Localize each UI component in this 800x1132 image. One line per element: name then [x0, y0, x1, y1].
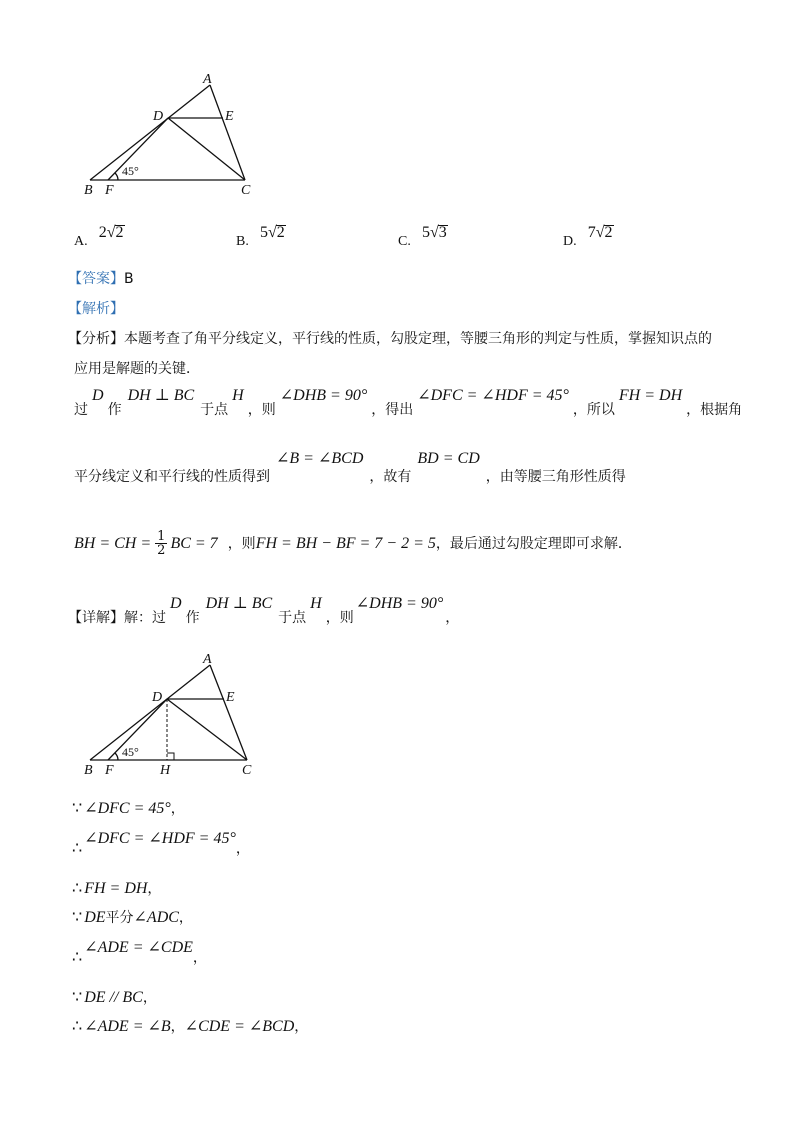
- label-D: D: [152, 690, 163, 705]
- fraction: $\frac{1}{2}$: [157, 529, 166, 558]
- label-H: H: [160, 763, 171, 778]
- step-1: ∵ ∠DFC = 45°，: [72, 800, 185, 817]
- option-radicand: 2: [115, 224, 124, 241]
- option-a: A. 2√2: [74, 224, 124, 249]
- analysis-tag: 【分析】: [68, 331, 124, 347]
- step-3: ∴ FH = DH，: [72, 880, 162, 897]
- option-letter: C.: [398, 234, 411, 249]
- analysis-line-3: 过D作DH ⊥ BC于点H，则∠DHB = 90°，得出∠DFC = ∠HDF = 45°，所以FH = DH，根据角: [74, 387, 743, 418]
- option-coef: 5: [421, 224, 430, 241]
- step-2: ∴∠DFC = ∠HDF = 45°，: [72, 830, 250, 857]
- step-5: ∴∠ADE = ∠CDE，: [72, 939, 207, 966]
- label-angle: 45°: [122, 164, 139, 178]
- segment-BA: [90, 665, 210, 760]
- label-A: A: [203, 72, 212, 87]
- label-E: E: [225, 109, 234, 124]
- right-angle-mark: [167, 753, 174, 760]
- label-B: B: [84, 763, 93, 778]
- option-radicand: 2: [276, 224, 285, 241]
- step-7: ∴ ∠ADE = ∠B，∠CDE = ∠BCD，: [72, 1018, 309, 1035]
- detail-tag: 【详解】: [68, 610, 124, 626]
- analysis-line-4: 平分线定义和平行线的性质得到∠B = ∠BCD，故有BD = CD，由等腰三角形性质得: [74, 450, 626, 485]
- label-C: C: [241, 183, 251, 198]
- label-F: F: [105, 183, 114, 198]
- option-radicand: 3: [438, 224, 447, 241]
- answer-line: [68, 268, 134, 288]
- answer-tag: 【答案】: [68, 271, 124, 287]
- jiexi-tag: 【解析】: [68, 301, 124, 317]
- segment-BA: [90, 85, 210, 180]
- option-letter: A.: [74, 234, 88, 249]
- option-b: B. 5√2: [236, 224, 285, 249]
- angle-arc: [115, 173, 118, 180]
- angle-arc: [115, 753, 118, 760]
- step-4: ∵ DE平分∠ADC，: [72, 909, 193, 926]
- option-coef: 5: [259, 224, 268, 241]
- step-6: ∵ DE // BC，: [72, 989, 157, 1006]
- label-angle: 45°: [122, 745, 139, 759]
- label-C: C: [242, 763, 252, 778]
- option-letter: B.: [236, 234, 249, 249]
- option-radicand: 2: [604, 224, 613, 241]
- option-coef: 7: [587, 224, 596, 241]
- label-D: D: [153, 109, 164, 124]
- detail-line: 【详解】解：过D作DH ⊥ BC于点H，则∠DHB = 90°，: [68, 595, 460, 626]
- figure-2: [80, 652, 280, 782]
- analysis-line-2: 应用是解题的关键．: [74, 361, 200, 377]
- figure-1: [80, 70, 280, 200]
- option-c: C. 5√3: [398, 224, 447, 249]
- label-E: E: [226, 690, 235, 705]
- analysis-line-5: BH = CH = $\frac{1}{2}$ BC = 7 ，则FH = BH − BF = 7 − 2 = 5，最后通过勾股定理即可求解．: [74, 529, 632, 558]
- answer-value: B: [124, 271, 134, 287]
- analysis-line-1: 【分析】本题考查了角平分线定义，平行线的性质，勾股定理，等腰三角形的判定与性质，掌握知识点的: [68, 331, 712, 347]
- option-letter: D.: [563, 234, 577, 249]
- option-d: D. 7√2: [563, 224, 613, 249]
- label-B: B: [84, 183, 93, 198]
- label-A: A: [203, 652, 212, 667]
- label-F: F: [105, 763, 114, 778]
- option-coef: 2: [98, 224, 107, 241]
